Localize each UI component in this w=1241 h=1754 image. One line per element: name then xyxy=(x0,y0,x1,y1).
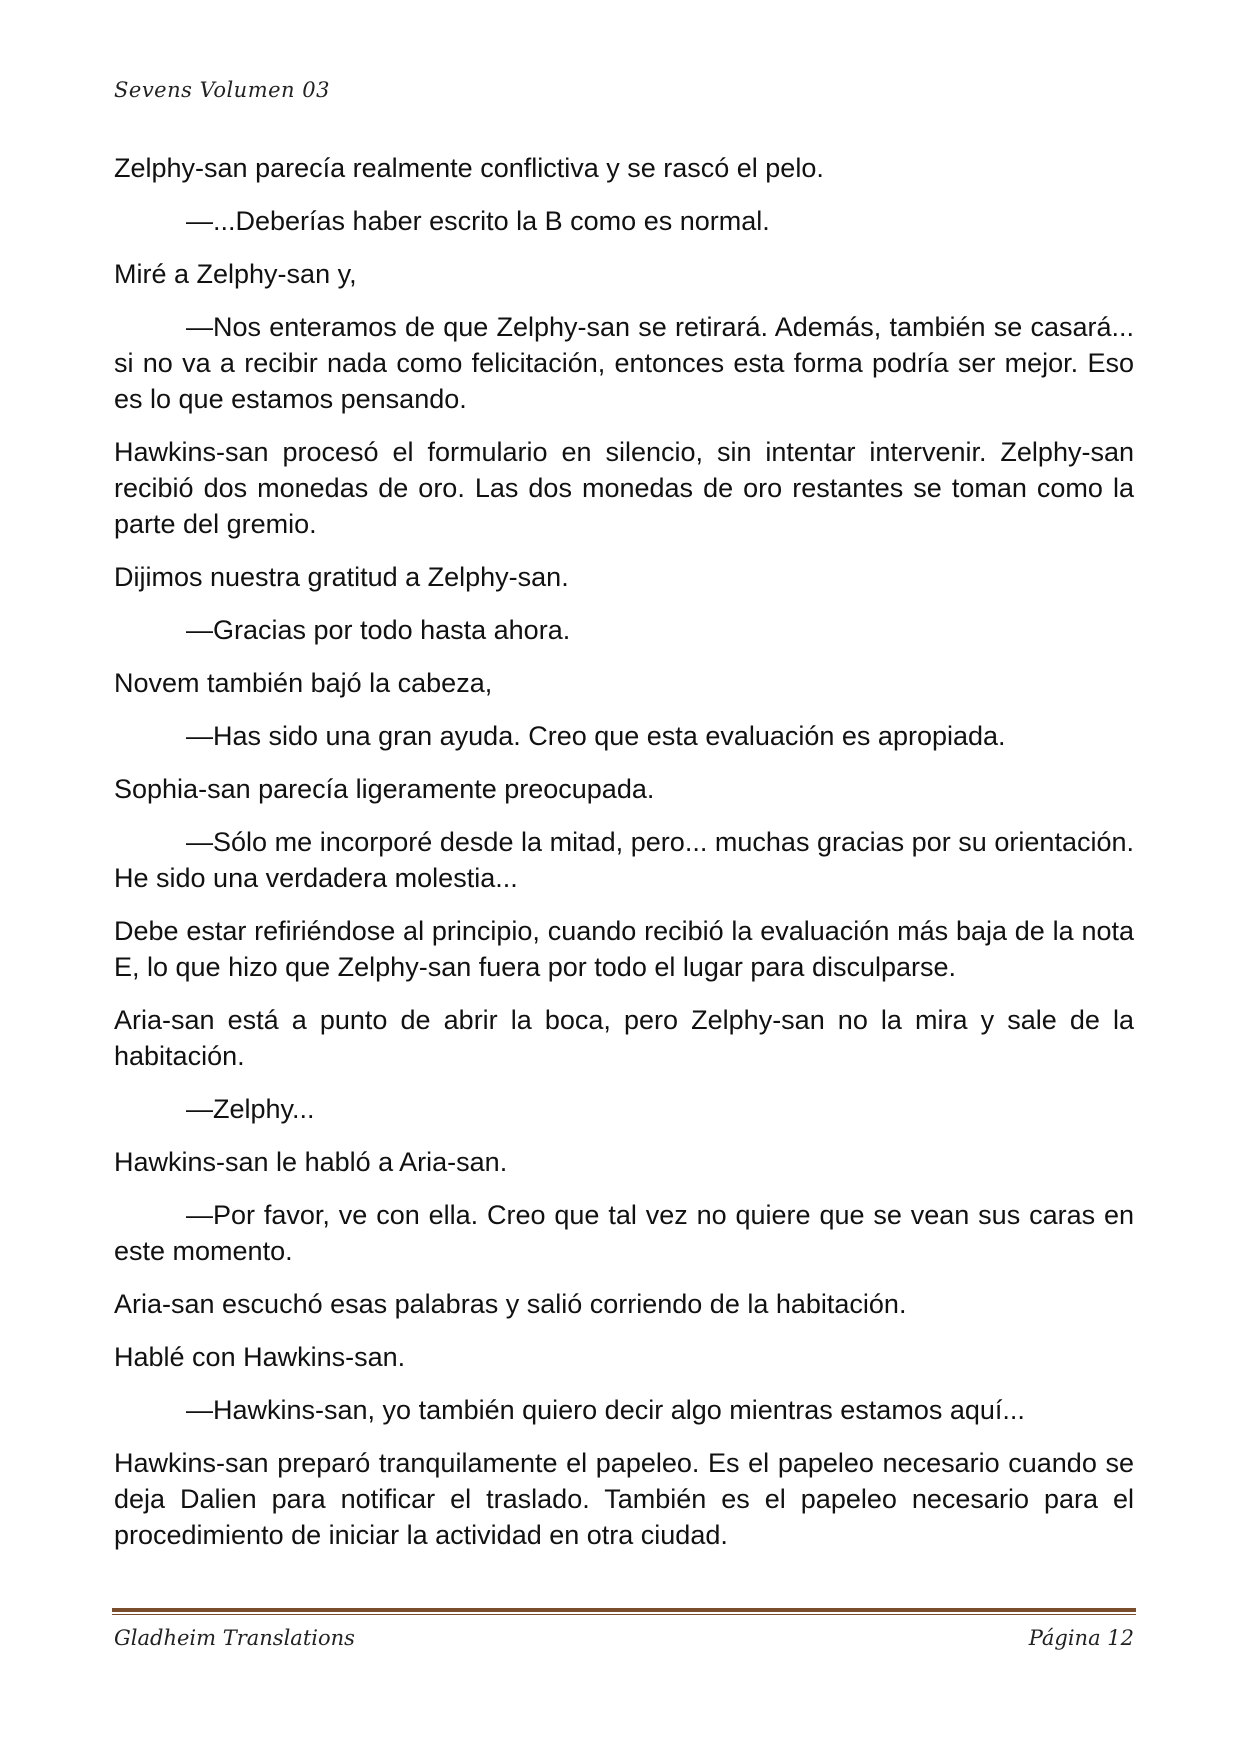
dialog-line: —Has sido una gran ayuda. Creo que esta evaluación es apropiada. xyxy=(186,721,1006,751)
paragraph: Hablé con Hawkins-san. xyxy=(114,1342,406,1372)
footer-divider-thin xyxy=(112,1614,1136,1615)
dialog-line: —Gracias por todo hasta ahora. xyxy=(186,615,571,645)
footer-publisher: Gladheim Translations xyxy=(114,1626,355,1650)
page-number: Página 12 xyxy=(1028,1626,1134,1650)
running-header: Sevens Volumen 03 xyxy=(114,78,330,102)
footer-divider xyxy=(112,1608,1136,1615)
paragraph: Aria-san escuchó esas palabras y salió corriendo de la habitación. xyxy=(114,1289,907,1319)
paragraph: Miré a Zelphy-san y, xyxy=(114,259,357,289)
paragraph: Zelphy-san parecía realmente conflictiva y se rascó el pelo. xyxy=(114,153,824,183)
paragraph: Hawkins-san le habló a Aria-san. xyxy=(114,1147,508,1177)
paragraph: Dijimos nuestra gratitud a Zelphy-san. xyxy=(114,562,569,592)
paragraph: Hawkins-san preparó tranquilamente el papeleo. Es el papeleo necesario cuando se deja Dalien para notificar el traslado. También es el papeleo necesario para el procedimiento de iniciar la actividad en otra ciudad. xyxy=(114,1448,1134,1550)
dialog-line: —Hawkins-san, yo también quiero decir algo mientras estamos aquí... xyxy=(186,1395,1025,1425)
dialog-line: —...Deberías haber escrito la B como es normal. xyxy=(186,206,770,236)
paragraph: Novem también bajó la cabeza, xyxy=(114,668,493,698)
paragraph: Hawkins-san procesó el formulario en silencio, sin intentar intervenir. Zelphy-san recibió dos monedas de oro. Las dos monedas de oro restantes se toman como la parte del gremio. xyxy=(114,437,1134,539)
dialog-line: —Zelphy... xyxy=(186,1094,315,1124)
dialog-line: —Sólo me incorporé desde la mitad, pero... muchas gracias por su orientación. He sido una verdadera molestia... xyxy=(114,827,1134,893)
paragraph: Sophia-san parecía ligeramente preocupada. xyxy=(114,774,655,804)
footer-divider-thick xyxy=(112,1608,1136,1612)
body-text xyxy=(114,150,1134,1570)
paragraph: Debe estar refiriéndose al principio, cuando recibió la evaluación más baja de la nota E, lo que hizo que Zelphy-san fuera por todo el lugar para disculparse. xyxy=(114,916,1134,982)
paragraph: Aria-san está a punto de abrir la boca, pero Zelphy-san no la mira y sale de la habitación. xyxy=(114,1005,1134,1071)
dialog-line: —Por favor, ve con ella. Creo que tal vez no quiere que se vean sus caras en este momento. xyxy=(114,1200,1134,1266)
dialog-line: —Nos enteramos de que Zelphy-san se retirará. Además, también se casará... si no va a recibir nada como felicitación, entonces esta forma podría ser mejor. Eso es lo que estamos pensando. xyxy=(114,312,1134,414)
